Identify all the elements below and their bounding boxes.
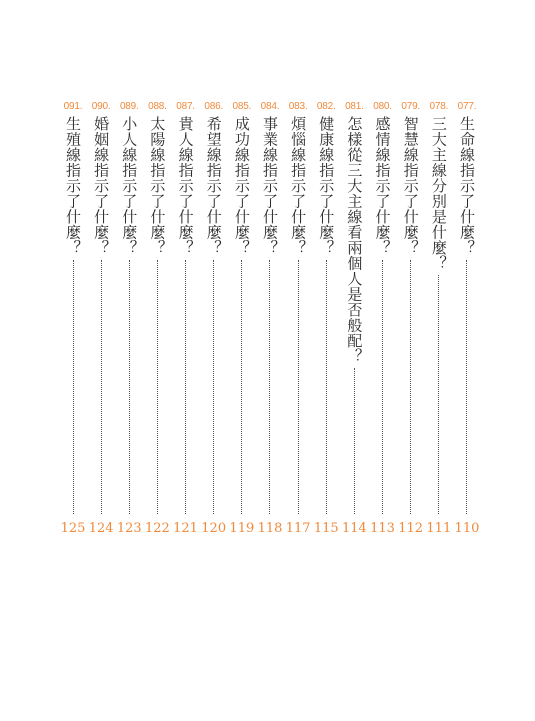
dot-leader: [73, 260, 74, 515]
dot-leader: [438, 275, 439, 514]
page-number: 121: [173, 521, 198, 536]
page-number: 123: [116, 521, 142, 536]
dot-leader: [269, 260, 270, 515]
toc-entry[interactable]: [370, 100, 396, 540]
entry-number: 090.: [91, 101, 111, 112]
toc-entry[interactable]: [173, 100, 199, 540]
dot-leader: [129, 260, 130, 515]
page-number: 125: [60, 521, 86, 536]
page-number: 113: [370, 521, 395, 536]
entry-number: 086.: [204, 101, 224, 112]
dot-leader: [157, 260, 158, 515]
entry-number: 080.: [373, 101, 392, 112]
entry-number: 087.: [176, 101, 195, 112]
dot-leader: [326, 260, 327, 515]
entry-title: 煩惱線指示了什麼？: [289, 116, 308, 256]
dot-leader: [185, 260, 186, 515]
entry-title: 貴人線指示了什麼？: [176, 116, 195, 256]
entry-number: 088.: [148, 101, 167, 112]
entry-title: 智慧線指示了什麼？: [401, 116, 420, 256]
dot-leader: [410, 260, 411, 515]
entry-title: 小人線指示了什麼？: [120, 116, 139, 256]
toc-entry[interactable]: [454, 100, 480, 540]
page-number: 115: [313, 521, 339, 536]
page-number: 122: [145, 521, 170, 536]
table-of-contents: [60, 100, 480, 540]
entry-title: 希望線指示了什麼？: [204, 116, 223, 256]
page-number: 119: [229, 521, 255, 536]
entry-title: 感情線指示了什麼？: [373, 116, 392, 256]
entry-number: 082.: [316, 101, 336, 112]
toc-entry[interactable]: [229, 100, 255, 540]
entry-number: 079.: [401, 101, 421, 112]
page-number: 124: [88, 521, 114, 536]
entry-number: 091.: [63, 101, 83, 112]
entry-title: 生命線指示了什麼？: [457, 116, 476, 256]
toc-entry[interactable]: [313, 100, 339, 540]
toc-entry[interactable]: [116, 100, 142, 540]
entry-number: 078.: [429, 101, 449, 112]
page-number: 112: [398, 521, 424, 536]
dot-leader: [241, 260, 242, 515]
toc-entry[interactable]: [144, 100, 170, 540]
entry-title: 健康線指示了什麼？: [317, 116, 336, 256]
dot-leader: [466, 260, 467, 515]
entry-title: 三大主線分別是什麼？: [429, 116, 448, 271]
dot-leader: [213, 260, 214, 515]
toc-entry[interactable]: [201, 100, 227, 540]
page-number: 114: [341, 521, 367, 536]
toc-entry[interactable]: [285, 100, 311, 540]
toc-entry[interactable]: [341, 100, 367, 540]
entry-title: 生殖線指示了什麼？: [64, 116, 82, 256]
page-number: 117: [285, 521, 311, 536]
toc-entry[interactable]: [88, 100, 114, 540]
toc-entry[interactable]: [426, 100, 452, 540]
entry-title: 成功線指示了什麼？: [232, 116, 251, 256]
entry-title: 事業線指示了什麼？: [260, 116, 279, 256]
entry-number: 084.: [260, 101, 280, 112]
page-number: 118: [257, 521, 283, 536]
page-number: 111: [426, 521, 452, 536]
entry-title: 婚姻線指示了什麼？: [92, 116, 111, 256]
page-number: 110: [454, 521, 480, 536]
dot-leader: [298, 260, 299, 515]
entry-number: 085.: [232, 101, 252, 112]
entry-title: 怎樣從三大主線看兩個人是否般配？: [345, 116, 364, 364]
toc-entry[interactable]: [257, 100, 283, 540]
toc-entry[interactable]: [398, 100, 424, 540]
entry-title: 太陽線指示了什麼？: [148, 116, 167, 256]
entry-number: 077.: [457, 101, 477, 112]
dot-leader: [101, 260, 102, 515]
entry-number: 083.: [288, 101, 308, 112]
toc-entry[interactable]: [60, 100, 86, 540]
dot-leader: [354, 368, 355, 514]
entry-number: 081.: [345, 101, 364, 112]
entry-number: 089.: [119, 101, 139, 112]
page-number: 120: [201, 521, 227, 536]
dot-leader: [382, 260, 383, 515]
